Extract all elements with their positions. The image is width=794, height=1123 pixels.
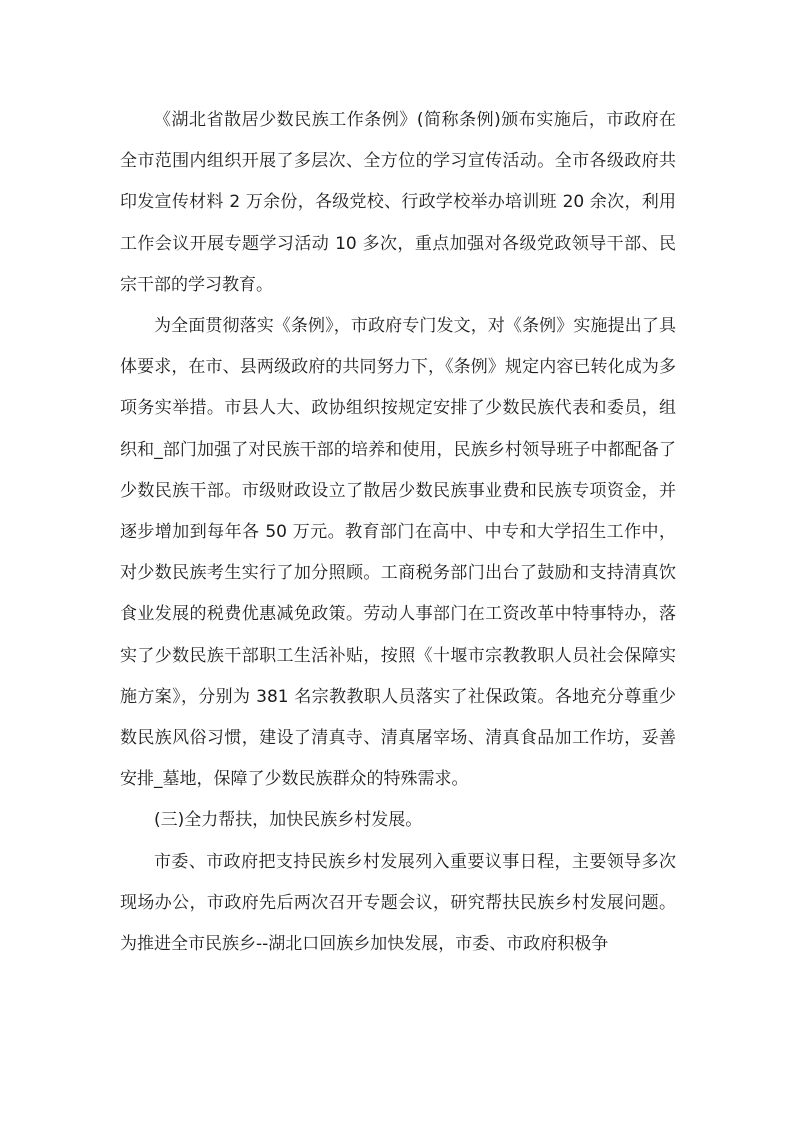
paragraph-regulation-implementation: 为全面贯彻落实《条例》，市政府专门发文，对《条例》实施提出了具体要求，在市、县两级政府的共同努力下，《条例》规定内容已转化成为多项务实举措。市县人大、政协组织按规定安排了少数民族代表和委员，组织和_部门加强了对民族干部的培养和使用，民族乡村领导班子中都配备了少数民族干部。市级财政设立了散居少数民族事业费和民族专项资金，并逐步增加到每年各 50 万元。教育部门在高中、中专和大学招生工作中，对少数民族考生实行了加分照顾。工商税务部门出台了鼓励和支持清真饮食业发展的税费优惠减免政策。劳动人事部门在工资改革中特事特办，落实了少数民族干部职工生活补贴，按照《十堰市宗教教职人员社会保障实施方案》，分别为 381 名宗教教职人员落实了社保政策。各地充分尊重少数民族风俗习惯，建设了清真寺、清真屠宰场、清真食品加工作坊，妥善安排_墓地，保障了少数民族群众的特殊需求。 bbox=[120, 316, 676, 790]
document-body bbox=[120, 100, 676, 965]
paragraph-regulation-publicity: 《湖北省散居少数民族工作条例》(简称条例)颁布实施后，市政府在全市范围内组织开展了多层次、全方位的学习宣传活动。全市各级政府共印发宣传材料 2 万余份，各级党校、行政学校举办培训班 20 余次，利用工作会议开展专题学习活动 10 多次，重点加强对各级党政领导干部、民宗干部的学习教育。 bbox=[120, 110, 676, 295]
paragraph-ethnic-village-support: 市委、市政府把支持民族乡村发展列入重要议事日程，主要领导多次现场办公，市政府先后两次召开专题会议，研究帮扶民族乡村发展问题。为推进全市民族乡--湖北口回族乡加快发展，市委、市政府积极争 bbox=[120, 851, 676, 955]
section-heading-ethnic-village-development: (三)全力帮扶，加快民族乡村发展。 bbox=[154, 810, 423, 831]
